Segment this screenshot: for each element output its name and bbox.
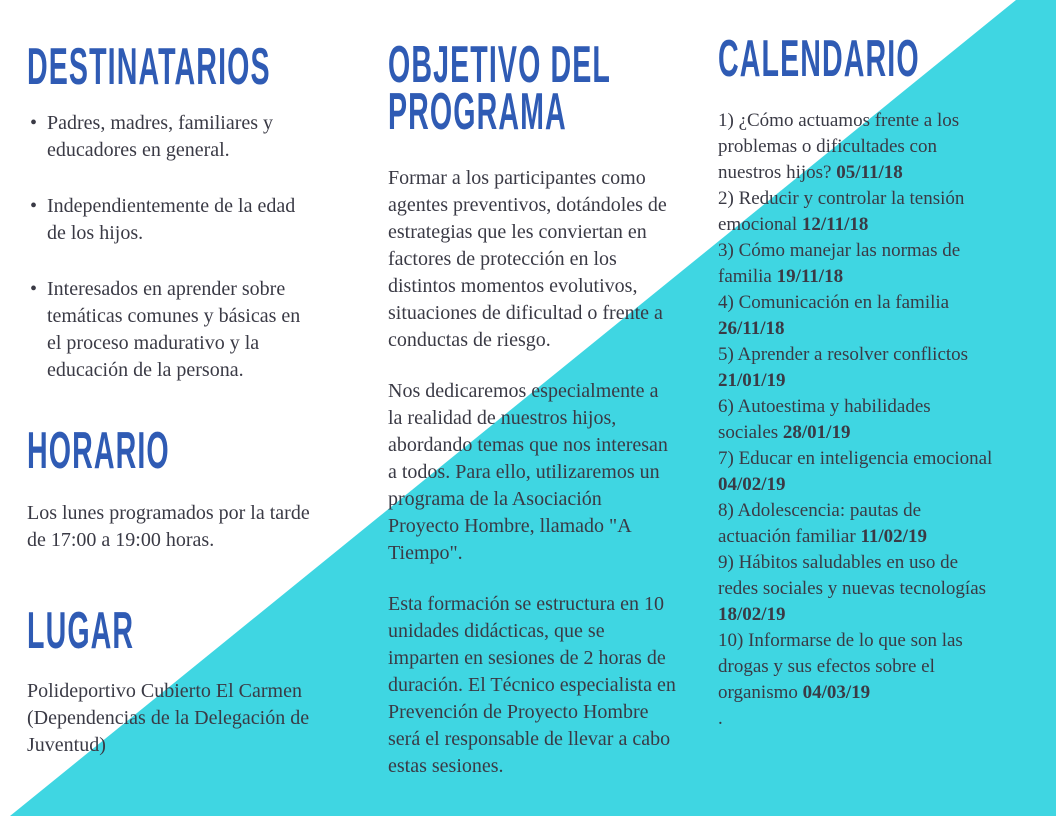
calendar-item: 7) Educar en inteligencia emocional 04/02/19 bbox=[718, 448, 993, 495]
lugar-title: LUGAR bbox=[27, 602, 135, 660]
calendar-item: 5) Aprender a resolver conflictos 21/01/19 bbox=[718, 344, 969, 391]
calendar-item: 1) ¿Cómo actuamos frente a los problemas o dificultades con nuestros hijos? 05/11/18 bbox=[718, 110, 960, 183]
calendario-list bbox=[718, 108, 1030, 732]
calendar-item: 4) Comunicación en la familia 26/11/18 bbox=[718, 292, 950, 339]
calendario-title: CALENDARIO bbox=[718, 30, 920, 88]
bullet-item: • Interesados en aprender sobre temáticas comunes y básicas en el proceso madurativo y la educación de la persona. bbox=[30, 276, 330, 384]
horario-title: HORARIO bbox=[27, 422, 170, 480]
horario-text: Los lunes programados por la tarde de 17:00 a 19:00 horas. bbox=[27, 502, 310, 551]
paragraph: Formar a los participantes como agentes preventivos, dotándoles de estrategias que les conviertan en factores de protección en los distintos momentos evolutivos, situaciones de dificultad o frente a conductas de riesgo. bbox=[388, 167, 667, 351]
destinatarios-title: DESTINATARIOS bbox=[27, 38, 271, 96]
calendar-item: 8) Adolescencia: pautas de actuación familiar 11/02/19 bbox=[718, 500, 927, 547]
lugar-text: Polideportivo Cubierto El Carmen (Dependencias de la Delegación de Juventud) bbox=[27, 680, 310, 756]
objetivo-paragraphs bbox=[388, 165, 708, 804]
session-date: 04/03/19 bbox=[802, 682, 871, 703]
paragraph: Esta formación se estructura en 10 unidades didácticas, que se imparten en sesiones de 2 horas de duración. El Técnico especialista en Prevención de Proyecto Hombre será el responsable de llevar a cabo estas sesiones. bbox=[388, 593, 676, 777]
destinatarios-list bbox=[30, 110, 330, 413]
session-date: 18/02/19 bbox=[718, 604, 786, 625]
session-date: 26/11/18 bbox=[718, 318, 785, 339]
session-date: 19/11/18 bbox=[776, 266, 844, 287]
calendar-item: 6) Autoestima y habilidades sociales 28/01/19 bbox=[718, 396, 931, 443]
paragraph: Nos dedicaremos especialmente a la realidad de nuestros hijos, abordando temas que nos interesan a todos. Para ello, utilizaremos un programa de la Asociación Proyecto Hombre, llamado "A Tiempo". bbox=[388, 380, 668, 564]
calendar-item: 9) Hábitos saludables en uso de redes sociales y nuevas tecnologías 18/02/19 bbox=[718, 552, 987, 625]
calendar-item: 3) Cómo manejar las normas de familia 19/11/18 bbox=[718, 240, 961, 287]
session-date: 04/02/19 bbox=[718, 474, 786, 495]
calendar-item: 10) Informarse de lo que son las drogas y sus efectos sobre el organismo 04/03/19 bbox=[718, 630, 963, 703]
calendario-trailing-dot: . bbox=[718, 708, 723, 729]
session-date: 28/01/19 bbox=[782, 422, 851, 443]
session-date: 05/11/18 bbox=[836, 162, 903, 183]
objetivo-title: OBJETIVO DEL PROGRAMA bbox=[388, 36, 611, 141]
session-date: 12/11/18 bbox=[801, 214, 869, 235]
session-date: 21/01/19 bbox=[718, 370, 786, 391]
bullet-item: • Padres, madres, familiares y educadores en general. bbox=[30, 110, 330, 164]
session-date: 11/02/19 bbox=[860, 526, 927, 547]
calendar-item: 2) Reducir y controlar la tensión emocional 12/11/18 bbox=[718, 188, 965, 235]
bullet-item: • Independientemente de la edad de los hijos. bbox=[30, 193, 330, 247]
